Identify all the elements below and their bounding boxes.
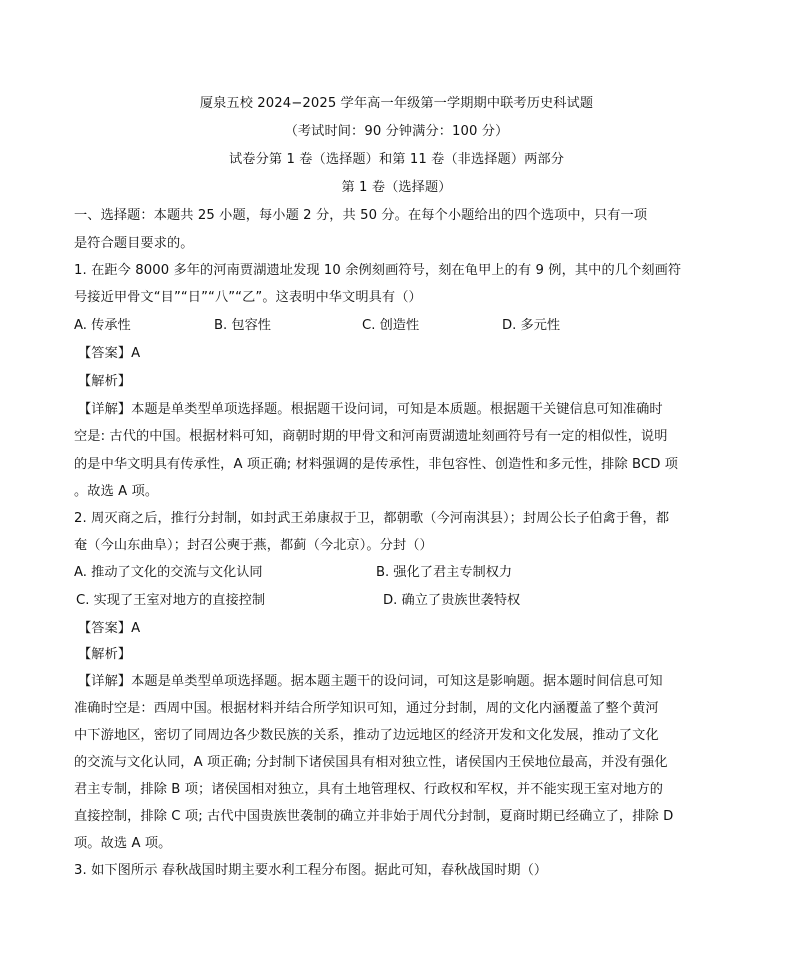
q1-stem-line-2: 号接近甲骨文“目”“日”“八”“乙”。这表明中华文明具有（） bbox=[74, 290, 422, 305]
q2-option-c: C. 实现了王室对地方的直接控制 bbox=[76, 593, 266, 608]
q2-option-b: B. 强化了君主专制权力 bbox=[376, 565, 513, 580]
q1-option-a: A. 传承性 bbox=[74, 318, 131, 333]
q1-stem-line-1: 1. 在距今 8000 多年的河南贾湖遗址发现 10 余例刻画符号，刻在龟甲上的有 9 例，其中的几个刻画符 bbox=[74, 263, 682, 278]
q2-detail-line-5: 君主专制，排除 B 项；诸侯国相对独立，具有土地管理权、行政权和军权，并不能实现王室对地方的 bbox=[74, 782, 664, 797]
q2-stem-line-2: 奄（今山东曲阜）；封召公奭于燕，都蓟（今北京）。分封（） bbox=[74, 538, 433, 553]
q1-option-c: C. 创造性 bbox=[362, 318, 420, 333]
q2-analysis-label: 【解析】 bbox=[78, 647, 132, 662]
q1-detail-line-4: 。故选 A 项。 bbox=[74, 484, 159, 499]
instructions-line-1: 一、选择题：本题共 25 小题，每小题 2 分，共 50 分。在每个小题给出的四个选项中，只有一项 bbox=[74, 208, 648, 223]
q2-answer: 【答案】A bbox=[78, 621, 141, 636]
exam-title: 厦泉五校 2024−2025 学年高一年级第一学期期中联考历史科试题 bbox=[199, 96, 594, 111]
q2-detail-line-7: 项。故选 A 项。 bbox=[74, 836, 172, 851]
paper-structure: 试卷分第 1 卷（选择题）和第 11 卷（非选择题）两部分 bbox=[229, 152, 564, 167]
q2-detail-line-1: 【详解】本题是单类型单项选择题。据本题主题干的设问词，可知这是影响题。据本题时间信息可知 bbox=[78, 674, 663, 689]
q2-detail-line-3: 中下游地区，密切了同周边各少数民族的关系，推动了边远地区的经济开发和文化发展，推动了文化 bbox=[74, 728, 659, 743]
q1-answer: 【答案】A bbox=[78, 346, 141, 361]
q1-detail-line-1: 【详解】本题是单类型单项选择题。根据题干设问词，可知是本质题。根据题干关键信息可知准确时 bbox=[78, 402, 663, 417]
q2-option-a: A. 推动了文化的交流与文化认同 bbox=[74, 565, 263, 580]
q1-option-d: D. 多元性 bbox=[502, 318, 561, 333]
section-title: 第 1 卷（选择题） bbox=[341, 180, 452, 195]
q1-detail-line-3: 的是中华文明具有传承性，A 项正确; 材料强调的是传承性，非包容性、创造性和多元性，排除 BCD 项 bbox=[74, 457, 679, 472]
exam-info: （考试时间：90 分钟满分：100 分） bbox=[284, 124, 509, 139]
q3-stem-line-1: 3. 如下图所示 春秋战国时期主要水利工程分布图。据此可知，春秋战国时期（） bbox=[74, 863, 548, 878]
q1-detail-line-2: 空是: 古代的中国。根据材料可知，商朝时期的甲骨文和河南贾湖遗址刻画符号有一定的相似性，说明 bbox=[74, 429, 668, 444]
q2-option-d: D. 确立了贵族世袭特权 bbox=[383, 593, 521, 608]
q1-option-b: B. 包容性 bbox=[214, 318, 271, 333]
q2-stem-line-1: 2. 周灭商之后，推行分封制，如封武王弟康叔于卫，都朝歌（今河南淇县）；封周公长子伯禽于鲁，都 bbox=[74, 511, 670, 526]
q2-detail-line-2: 准确时空是：西周中国。根据材料并结合所学知识可知，通过分封制，周的文化内涵覆盖了整个黄河 bbox=[74, 701, 659, 716]
instructions-line-2: 是符合题目要求的。 bbox=[74, 236, 194, 251]
q2-detail-line-4: 的交流与文化认同，A 项正确; 分封制下诸侯国具有相对独立性，诸侯国内王侯地位最高，并没有强化 bbox=[74, 755, 668, 770]
q2-detail-line-6: 直接控制，排除 C 项; 古代中国贵族世袭制的确立并非始于周代分封制，夏商时期已经确立了，排除 D bbox=[74, 809, 674, 824]
q1-analysis-label: 【解析】 bbox=[78, 374, 132, 389]
